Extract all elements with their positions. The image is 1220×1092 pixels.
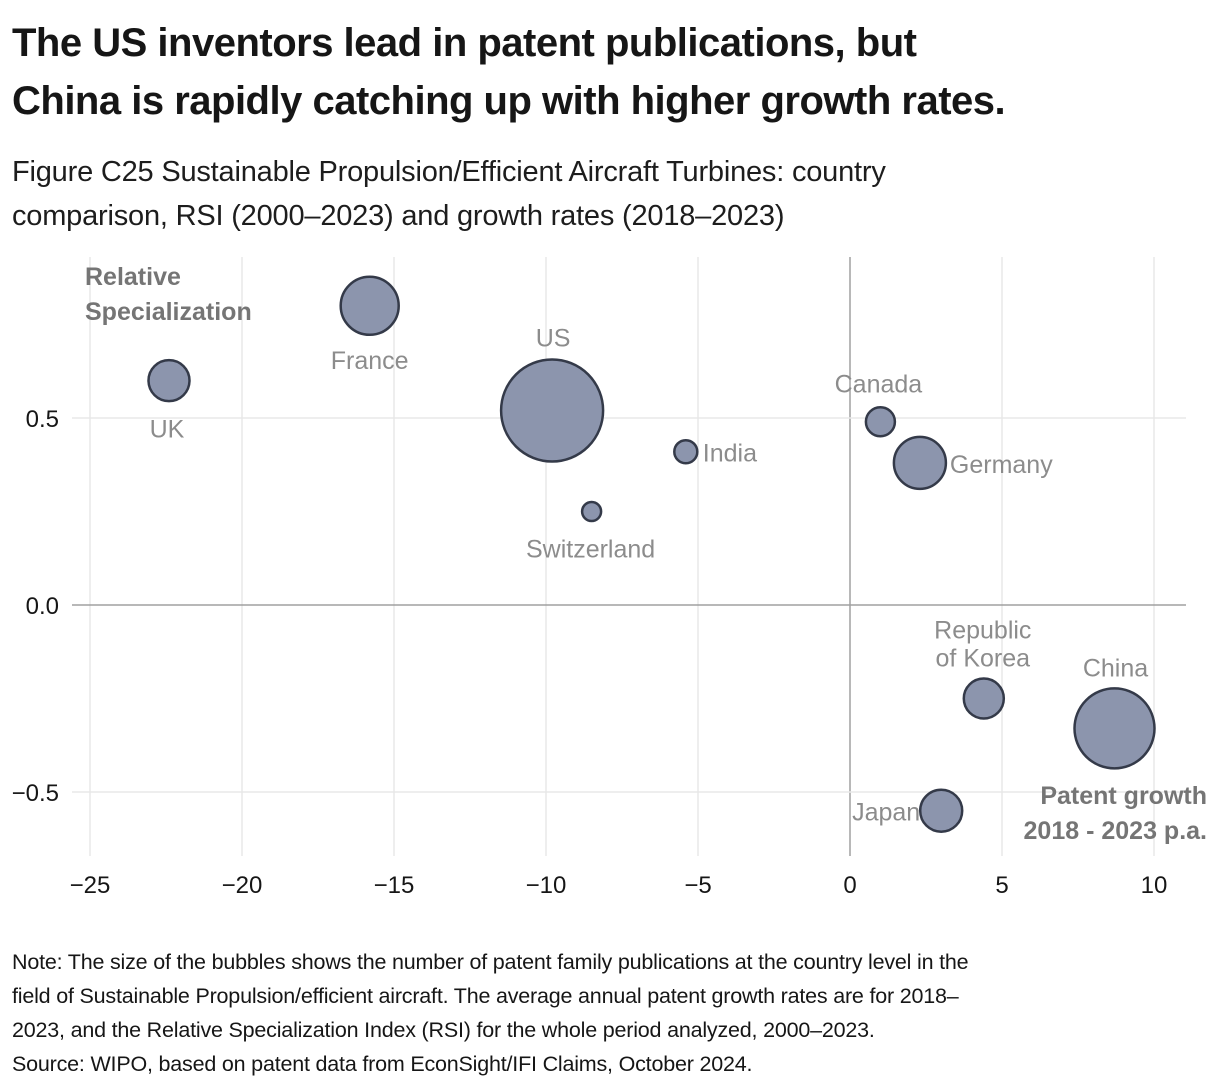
bubble-republic-of-korea <box>964 679 1004 719</box>
footnote <box>12 945 968 1081</box>
footnote-line-1: Note: The size of the bubbles shows the number of patent family publications at the country level in the <box>12 950 969 974</box>
x-tick-label: 0 <box>843 872 857 899</box>
label-republic-of-korea: Republic of Korea <box>934 616 1032 673</box>
label-switzerland: Switzerland <box>525 535 656 564</box>
x-tick-label: −15 <box>373 872 415 899</box>
bubble-canada <box>866 407 895 436</box>
y-axis-title-line-2: Specialization <box>85 298 252 326</box>
x-tick-label: −25 <box>69 872 111 899</box>
bubble-switzerland <box>582 502 601 521</box>
x-tick-label: −10 <box>525 872 567 899</box>
x-axis-title-line-2: 2018 - 2023 p.a. <box>1023 817 1207 845</box>
label-china: China <box>1082 654 1149 683</box>
bubble-france <box>341 277 399 335</box>
x-tick-label: 5 <box>995 872 1009 899</box>
footnote-line-3: 2023, and the Relative Specialization Index (RSI) for the whole period analyzed, 2000–2023. <box>12 1018 875 1042</box>
x-tick-label: 10 <box>1140 872 1168 899</box>
x-axis-title-line-1: Patent growth <box>1040 782 1207 810</box>
caption-line-1: Figure C25 Sustainable Propulsion/Efficient Aircraft Turbines: country <box>12 156 886 188</box>
label-france: France <box>330 346 409 375</box>
x-tick-label: −5 <box>684 872 712 899</box>
label-japan: Japan <box>852 798 921 827</box>
bubble-china <box>1075 688 1155 768</box>
bubble-india <box>674 440 697 463</box>
label-canada: Canada <box>834 370 923 399</box>
bubble-us <box>501 360 603 462</box>
bubble-germany <box>894 437 946 489</box>
label-india: India <box>702 439 758 468</box>
footnote-line-2: field of Sustainable Propulsion/efficient aircraft. The average annual patent growth rates are for 2018– <box>12 984 959 1008</box>
y-tick-label: 0.5 <box>25 406 59 433</box>
y-axis-title-line-1: Relative <box>85 263 181 291</box>
title-line-2: China is rapidly catching up with higher growth rates. <box>12 79 1006 123</box>
label-germany: Germany <box>949 450 1053 479</box>
y-axis-title <box>85 260 252 330</box>
label-uk: UK <box>149 415 185 444</box>
bubble-japan <box>920 790 962 832</box>
title-line-1: The US inventors lead in patent publications, but <box>12 21 917 65</box>
bubble-uk <box>149 360 190 401</box>
x-tick-label: −20 <box>221 872 263 899</box>
y-tick-label: 0.0 <box>25 593 59 620</box>
x-axis-title <box>1024 779 1207 849</box>
caption-line-2: comparison, RSI (2000–2023) and growth rates (2018–2023) <box>12 200 785 232</box>
y-tick-label: −0.5 <box>11 780 59 807</box>
label-us: US <box>535 324 571 353</box>
footnote-line-4: Source: WIPO, based on patent data from EconSight/IFI Claims, October 2024. <box>12 1052 753 1076</box>
